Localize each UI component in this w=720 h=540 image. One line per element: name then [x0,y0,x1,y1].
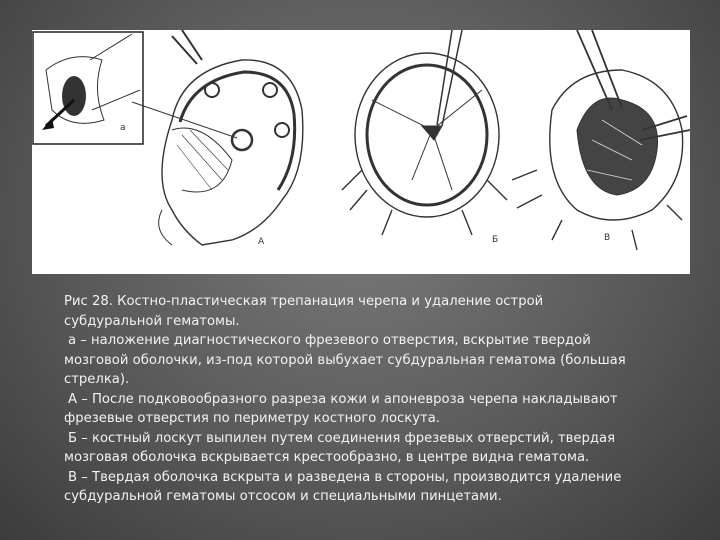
caption-line: В – Твердая оболочка вскрыта и разведена в стороны, производится удаление [68,469,622,485]
illustration-drawing [32,30,690,274]
caption-line: стрелка). [64,372,130,387]
surgical-illustration [32,30,690,274]
caption-line: А – После подковообразного разреза кожи и апоневроза черепа накладывают [68,391,618,407]
caption-line: мозговой оболочки, из-под которой выбухает субдуральная гематома (большая [64,352,626,368]
figure-caption [64,292,714,507]
panel-B [342,30,507,245]
caption-line: мозговая оболочка вскрывается крестообразно, в центре видна гематома. [64,450,590,465]
label-A: А [258,237,265,247]
caption-line: субдуральной гематомы. [64,313,240,329]
inset-panel-a [33,32,143,144]
label-V: В [604,233,611,243]
caption-line: Рис 28. Костно-пластическая трепанация черепа и удаление острой [64,294,544,309]
caption-line: Б – костный лоскут выпилен путем соединения фрезевых отверстий, твердая [68,430,616,446]
panel-V [512,30,690,250]
label-a: а [120,123,126,133]
caption-line: фрезевые отверстия по периметру костного лоскута. [64,411,440,426]
label-B: Б [492,235,499,245]
caption-line: субдуральной гематомы отсосом и специальными пинцетами. [64,489,502,504]
caption-line: а – наложение диагностического фрезевого отверстия, вскрытие твердой [68,333,591,348]
panel-A [159,30,303,247]
